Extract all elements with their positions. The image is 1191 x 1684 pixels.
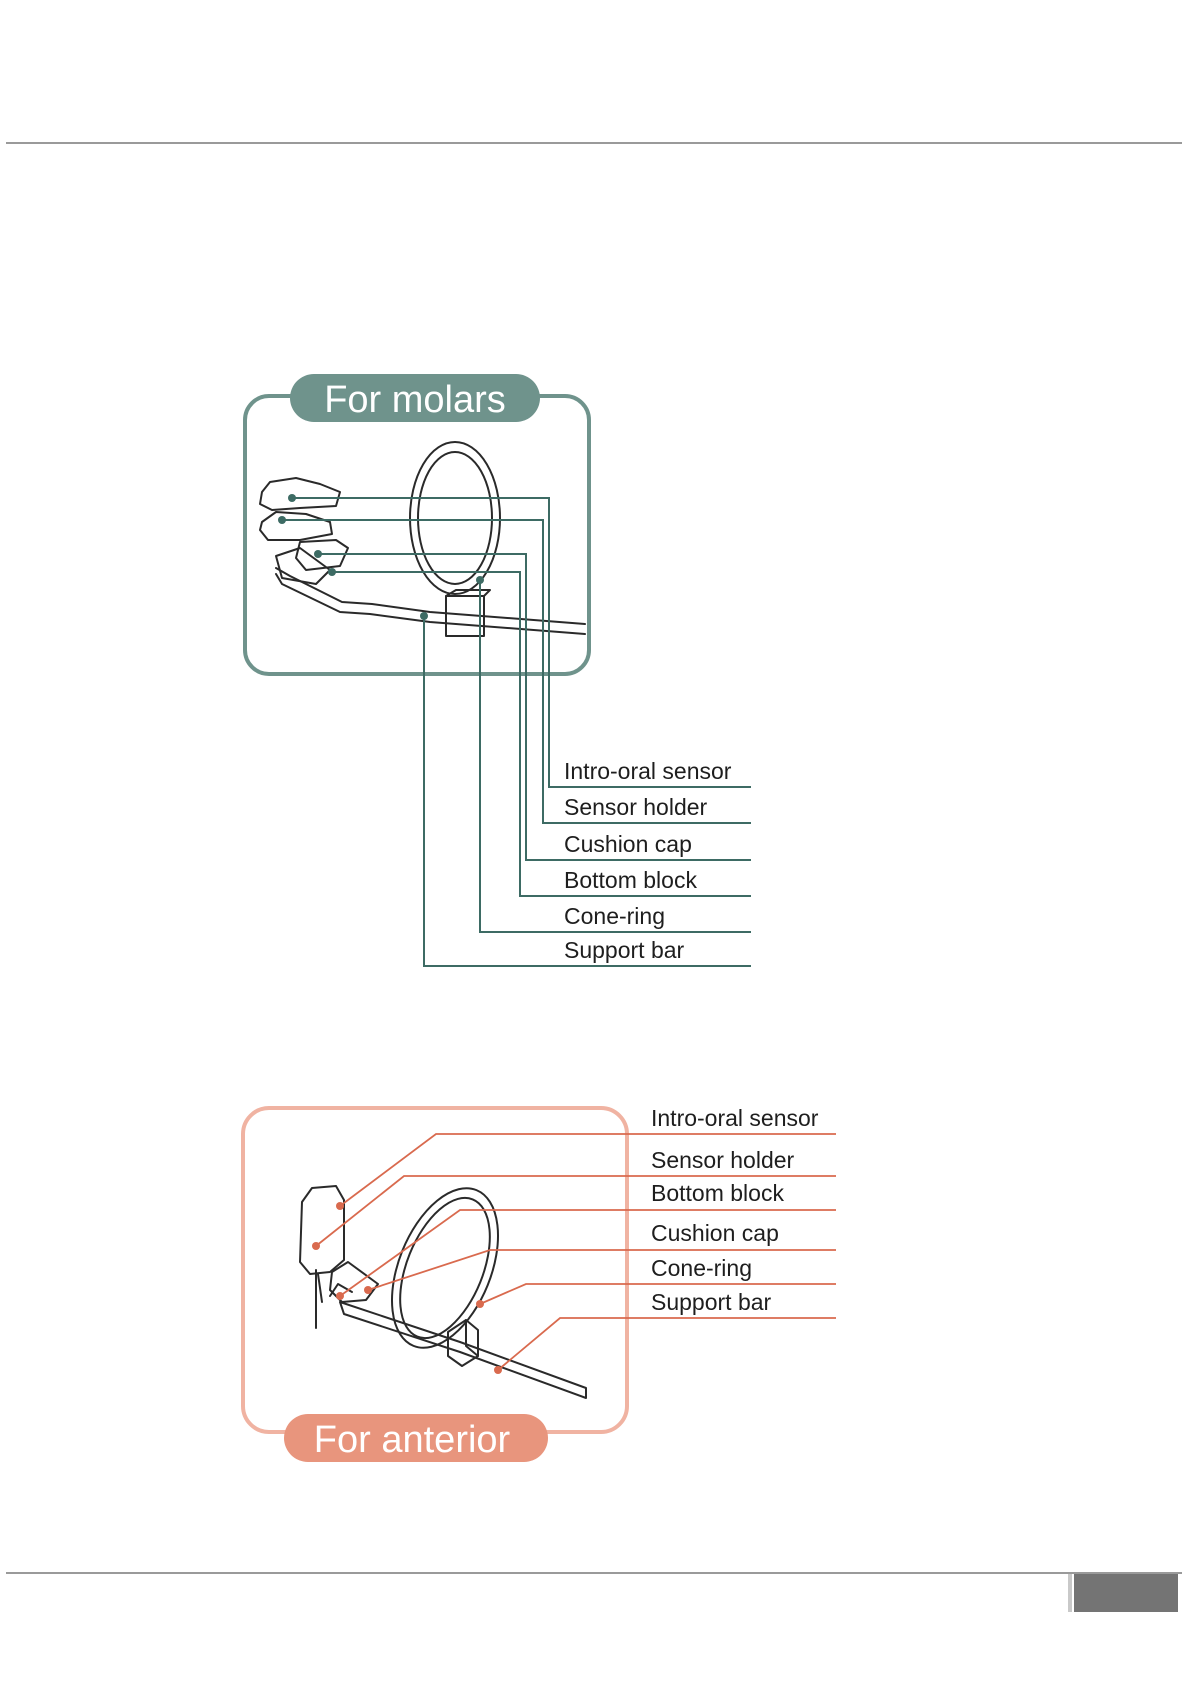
molars-label-cushion-cap: Cushion cap: [564, 831, 692, 857]
molars-leader-lines: [278, 494, 751, 966]
anterior-label-cone-ring: Cone-ring: [651, 1255, 752, 1281]
anterior-label-support-bar: Support bar: [651, 1289, 772, 1315]
molars-panel-frame: [245, 396, 589, 674]
anterior-label-intro-oral-sensor: Intro-oral sensor: [651, 1105, 819, 1131]
anterior-cone-ring: [371, 1173, 519, 1363]
anterior-panel-frame: [243, 1108, 627, 1432]
anterior-label-bottom-block: Bottom block: [651, 1180, 784, 1206]
leader-anterior-support-bar: [498, 1318, 836, 1370]
molars-device-drawing: [260, 442, 585, 636]
anterior-support-bar: [340, 1302, 586, 1398]
molars-label-bottom-block: Bottom block: [564, 867, 697, 893]
molars-label-intro-oral-sensor: Intro-oral sensor: [564, 758, 732, 784]
molars-label-sensor-holder: Sensor holder: [564, 794, 708, 820]
anterior-panel: [243, 1105, 836, 1462]
molars-label-support-bar: Support bar: [564, 937, 685, 963]
anterior-title: For anterior: [313, 1419, 511, 1461]
molars-title: For molars: [324, 379, 506, 421]
molars-panel: [245, 374, 751, 966]
molars-label-cone-ring: Cone-ring: [564, 903, 665, 929]
leader-molars-intro-oral-sensor: [292, 498, 751, 787]
molars-sensor-holder: [260, 478, 340, 510]
anterior-label-cushion-cap: Cushion cap: [651, 1220, 779, 1246]
anterior-label-sensor-holder: Sensor holder: [651, 1147, 795, 1173]
